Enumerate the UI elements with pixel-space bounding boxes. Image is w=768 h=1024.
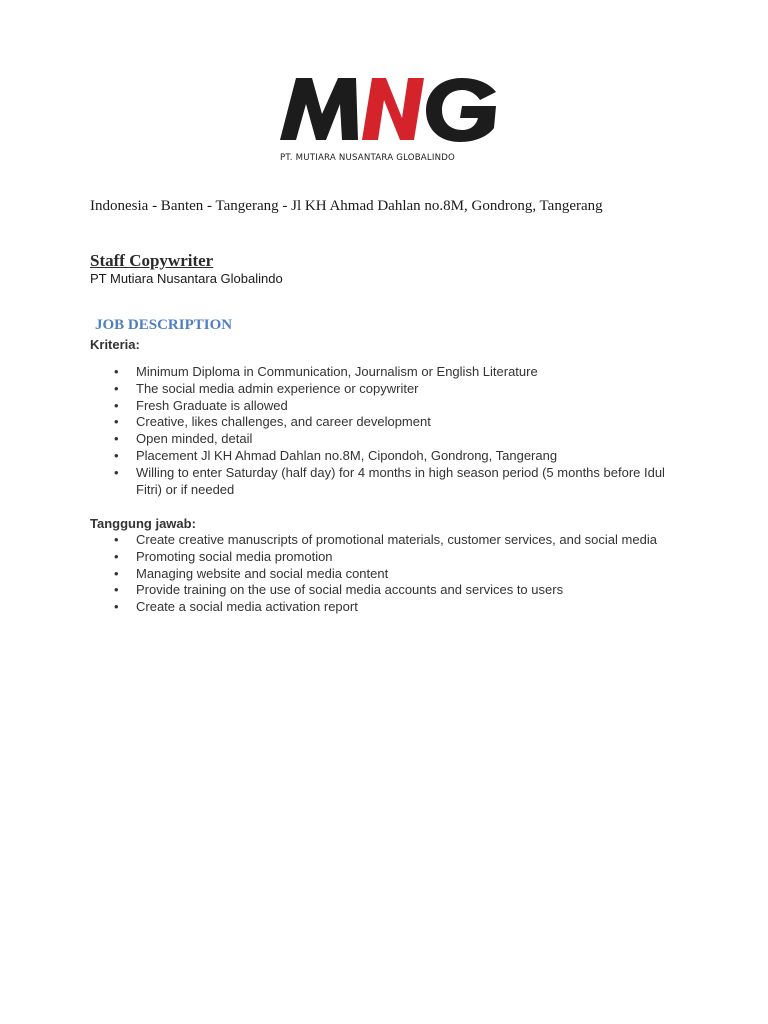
list-item [0,364,676,381]
list-item [0,582,676,599]
list-item [0,431,676,448]
bullet-icon: • [114,464,119,480]
list-item-text: Open minded, detail [136,431,253,447]
list-item-text: Fresh Graduate is allowed [136,397,288,413]
logo-letter-n [362,78,424,140]
list-item-text: Provide training on the use of social media accounts and services to users [136,582,564,598]
kriteria-list [0,364,768,498]
bullet-icon: • [114,380,119,396]
section-heading-job-description: JOB DESCRIPTION [95,317,233,333]
tanggung-jawab-list [0,532,768,616]
list-item-text: Create creative manuscripts of promotional materials, customer services, and social media [136,532,657,547]
list-item [0,398,676,415]
company-logo [276,74,506,166]
list-item-text: Creative, likes challenges, and career development [136,414,431,430]
tanggung-jawab-label: Tanggung jawab: [90,516,196,531]
company-name: PT Mutiara Nusantara Globalindo [90,271,283,286]
list-item [0,381,676,398]
list-item [0,414,676,431]
bullet-icon: • [114,414,119,430]
list-item [0,549,676,566]
logo-letter-m [280,78,358,140]
bullet-icon: • [114,431,119,447]
bullet-icon: • [114,548,119,564]
bullet-icon: • [114,397,119,413]
list-item-text: Placement Jl KH Ahmad Dahlan no.8M, Cipondoh, Gondrong, Tangerang [136,447,558,463]
bullet-icon: • [114,599,119,615]
list-item-text: Promoting social media promotion [136,548,333,564]
kriteria-label: Kriteria: [90,337,140,352]
logo-letter-g [426,78,496,142]
list-item-text: Create a social media activation report [136,599,358,615]
list-item [0,599,676,616]
job-title: Staff Copywriter [90,251,214,270]
logo-company-text: PT. MUTIARA NUSANTARA GLOBALINDO [280,153,456,163]
bullet-icon: • [114,582,119,598]
list-item-text: Managing website and social media content [136,565,389,581]
list-item-text: Willing to enter Saturday (half day) for 4 months in high season period (5 months before Idul Fitri) or if needed [136,464,665,497]
bullet-icon: • [114,565,119,581]
list-item [0,532,676,549]
bullet-icon: • [114,364,119,379]
list-item [0,566,676,583]
list-item [0,448,676,465]
list-item-text: Minimum Diploma in Communication, Journalism or English Literature [136,364,538,379]
bullet-icon: • [114,447,119,463]
bullet-icon: • [114,532,119,547]
list-item-text: The social media admin experience or copywriter [136,380,419,396]
job-location: Indonesia - Banten - Tangerang - Jl KH Ahmad Dahlan no.8M, Gondrong, Tangerang [90,198,603,214]
list-item [0,465,676,499]
